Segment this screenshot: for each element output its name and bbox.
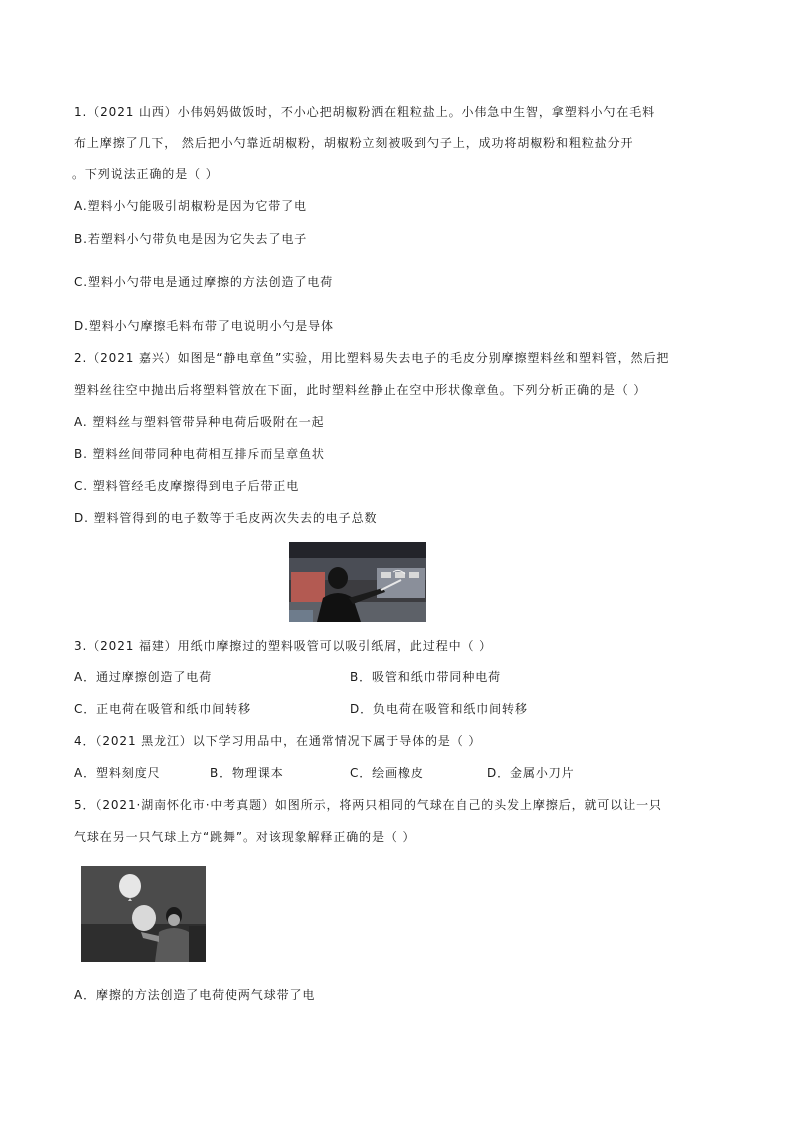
q4-option-a: A．塑料刻度尺: [74, 766, 161, 780]
q1-option-a: A.塑料小勺能吸引胡椒粉是因为它带了电: [74, 199, 307, 213]
q3-stem: 3.（2021 福建）用纸巾摩擦过的塑料吸管可以吸引纸屑，此过程中（ ）: [74, 639, 493, 653]
q2-option-b: B. 塑料丝间带同种电荷相互排斥而呈章鱼状: [74, 447, 325, 461]
q3-option-a: A．通过摩擦创造了电荷: [74, 670, 213, 684]
q3-option-d: D．负电荷在吸管和纸巾间转移: [350, 702, 528, 716]
q2-stem-line2: 塑料丝往空中抛出后将塑料管放在下面，此时塑料丝静止在空中形状像章鱼。下列分析正确的是（ ）: [74, 383, 647, 397]
q2-option-a: A. 塑料丝与塑料管带异种电荷后吸附在一起: [74, 415, 325, 429]
q3-option-c: C．正电荷在吸管和纸巾间转移: [74, 702, 251, 716]
q1-stem-line3: 。下列说法正确的是（ ）: [72, 167, 219, 181]
balloon-photo: [81, 866, 206, 962]
q5-option-a: A．摩擦的方法创造了电荷使两气球带了电: [74, 988, 316, 1002]
q5-stem-line1: 5．（2021·湖南怀化市·中考真题）如图所示，将两只相同的气球在自己的头发上摩擦后，就可以让一只: [74, 798, 662, 812]
q1-option-c: C.塑料小勺带电是通过摩擦的方法创造了电荷: [74, 275, 334, 289]
q2-stem-line1: 2.（2021 嘉兴）如图是“静电章鱼”实验，用比塑料易失去电子的毛皮分别摩擦塑料丝和塑料管，然后把: [74, 351, 670, 365]
q3-option-b: B．吸管和纸巾带同种电荷: [350, 670, 502, 684]
q2-option-c: C. 塑料管经毛皮摩擦得到电子后带正电: [74, 479, 300, 493]
static-octopus-photo: [289, 542, 426, 622]
q4-option-b: B．物理课本: [210, 766, 284, 780]
q1-option-d: D.塑料小勺摩擦毛料布带了电说明小勺是导体: [74, 319, 334, 333]
q4-option-d: D．金属小刀片: [487, 766, 575, 780]
q4-stem: 4．（2021 黑龙江）以下学习用品中，在通常情况下属于导体的是（ ）: [74, 734, 482, 748]
q2-option-d: D. 塑料管得到的电子数等于毛皮两次失去的电子总数: [74, 511, 378, 525]
q5-stem-line2: 气球在另一只气球上方“跳舞”。对该现象解释正确的是（ ）: [74, 830, 416, 844]
q4-option-c: C．绘画橡皮: [350, 766, 424, 780]
q1-stem-line2: 布上摩擦了几下， 然后把小勺靠近胡椒粉，胡椒粉立刻被吸到勺子上，成功将胡椒粉和粗粒盐分开: [74, 136, 634, 150]
q1-stem-line1: 1.（2021 山西）小伟妈妈做饭时，不小心把胡椒粉洒在粗粒盐上。小伟急中生智，拿塑料小勺在毛料: [74, 105, 656, 119]
q1-option-b: B.若塑料小勺带负电是因为它失去了电子: [74, 232, 308, 246]
